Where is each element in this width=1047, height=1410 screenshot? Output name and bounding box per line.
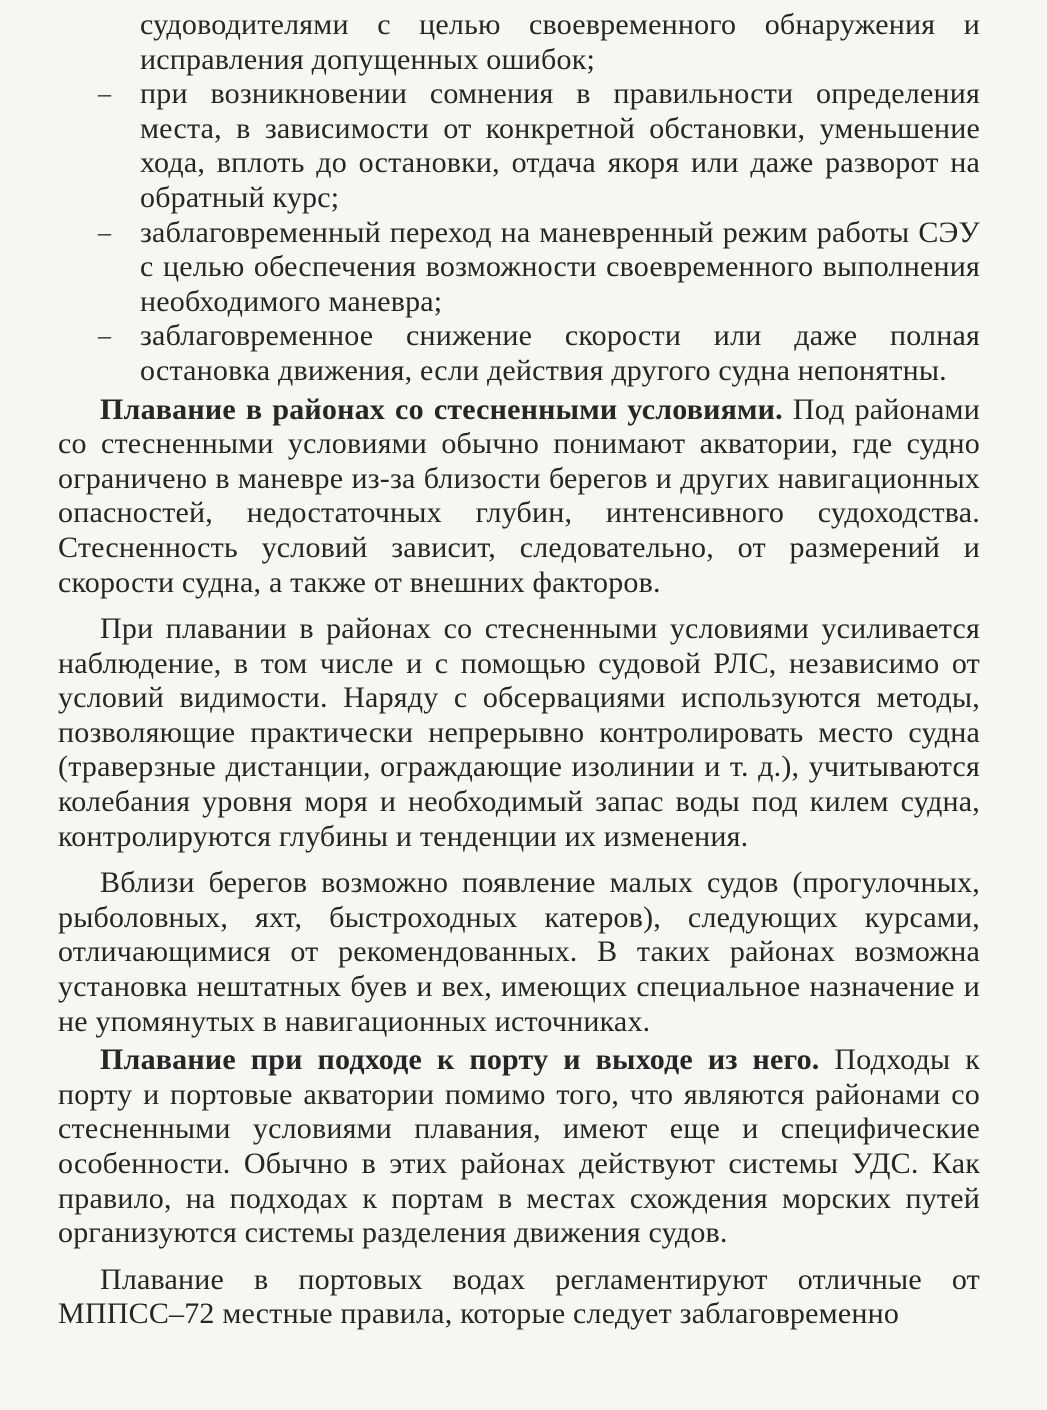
list-item-text: заблаговременное снижение скорости или даже полная остановка движения, если действия другого судна непонятны. xyxy=(140,319,980,387)
list-item-text: при возникновении сомнения в правильности определения места, в зависимости от конкретной обстановки, уменьшение хода, вплоть до остановки, отдача якоря или даже разворот на обратный курс; xyxy=(140,77,980,214)
bullet-list xyxy=(58,77,980,388)
paragraph-text: Вблизи берегов возможно появление малых судов (прогулочных, рыболовных, яхт, быстроходных катеров), следующих курсами, отличающимися от рекомендованных. В таких районах возможна установка нештатных буев и вех, имеющих специальное назначение и не упомянутых в навигационных источниках. xyxy=(58,866,980,1038)
section-heading-port-approach: Плавание при подходе к порту и выходе из него. xyxy=(100,1043,820,1077)
section-heading-confined-waters: Плавание в районах со стесненными условиями. xyxy=(100,392,783,426)
paragraph-small-vessels xyxy=(58,866,980,1039)
document-page xyxy=(58,8,980,1332)
list-item xyxy=(58,216,980,320)
paragraph-observation xyxy=(58,612,980,854)
list-item xyxy=(58,319,980,388)
dash-marker: – xyxy=(98,321,112,351)
paragraph-text: Плавание в портовых водах регламентируют отличные от МППСС–72 местные правила, которые следует заблаговременно xyxy=(58,1262,980,1331)
dash-marker: – xyxy=(98,79,112,109)
paragraph-text: Под районами со стесненными условиями обычно понимают акватории, где судно ограничено в маневре из-за близости берегов и других навигационных опасностей, недостаточных глубин, интенсивного судоходства. Стесненность условий зависит, следовательно, от размерений и скорости судна, а также от внешних факторов. xyxy=(58,392,980,599)
paragraph-port-rules xyxy=(58,1263,980,1332)
paragraph-confined-waters xyxy=(58,393,980,601)
paragraph-port-approach xyxy=(58,1043,980,1251)
dash-marker: – xyxy=(98,217,112,247)
continuation-text: судоводителями с целью своевременного обнаружения и исправления допущенных ошибок; xyxy=(140,8,980,76)
list-item xyxy=(58,77,980,215)
paragraph-text: При плавании в районах со стесненными условиями усиливается наблюдение, в том числе и с помощью судовой РЛС, независимо от условий видимости. Наряду с обсервациями используются методы, позволяющие практически непрерывно контролировать место судна (траверзные дистанции, ограждающие изолинии и т. д.), учитываются колебания уровня моря и необходимый запас воды под килем судна, контролируются глубины и тенденции их изменения. xyxy=(58,612,980,853)
list-item-text: заблаговременный переход на маневренный режим работы СЭУ с целью обеспечения возможности своевременного выполнения необходимого маневра; xyxy=(140,215,980,318)
paragraph-text: Подходы к порту и портовые акватории помимо того, что являются районами со стесненными условиями плавания, имеют еще и специфические особенности. Обычно в этих районах действуют системы УДС. Как правило, на подходах к портам в местах схождения морских путей организуются системы разделения движения судов. xyxy=(58,1043,980,1250)
